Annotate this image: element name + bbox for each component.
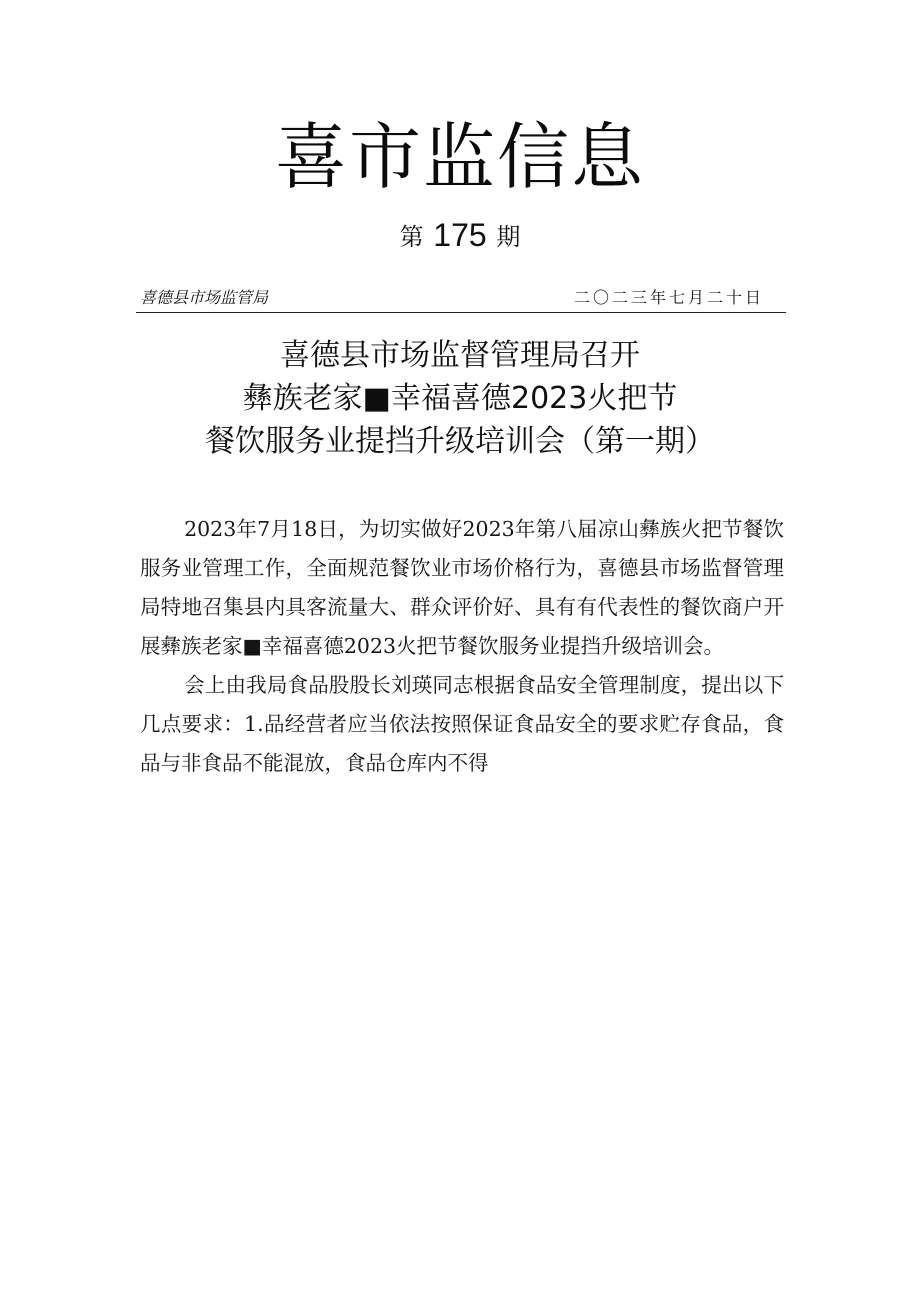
article-paragraph: 会上由我局食品股股长刘瑛同志根据食品安全管理制度，提出以下几点要求：1.品经营者应当依法按照保证食品安全的要求贮存食品，食品与非食品不能混放，食品仓库内不得	[140, 673, 784, 775]
article-title-line: 餐饮服务业提挡升级培训会（第一期）	[205, 424, 715, 459]
issue-number: 175	[433, 217, 487, 253]
article-title	[80, 334, 840, 463]
document-header	[136, 286, 786, 312]
article-title-line: 彝族老家■幸福喜德2023火把节	[242, 381, 678, 416]
header-divider	[136, 312, 786, 313]
article-paragraph: 2023年7月18日，为切实做好2023年第八届凉山彝族火把节餐饮服务业管理工作，全面规范餐饮业市场价格行为，喜德县市场监督管理局特地召集县内具客流量大、群众评价好、具有有代表性的餐饮商户开展彝族老家■幸福喜德2023火把节餐饮服务业提挡升级培训会。	[140, 517, 784, 658]
issue-line	[0, 214, 920, 257]
issue-prefix: 第	[399, 223, 424, 251]
masthead-title: 喜市监信息	[274, 115, 645, 199]
issuing-organization: 喜德县市场监管局	[140, 288, 269, 307]
article-title-line: 喜德县市场监督管理局召开	[280, 338, 640, 373]
issue-suffix: 期	[496, 223, 521, 251]
article-body	[140, 510, 784, 783]
issue-date: 二〇二三年七月二十日	[573, 288, 764, 307]
